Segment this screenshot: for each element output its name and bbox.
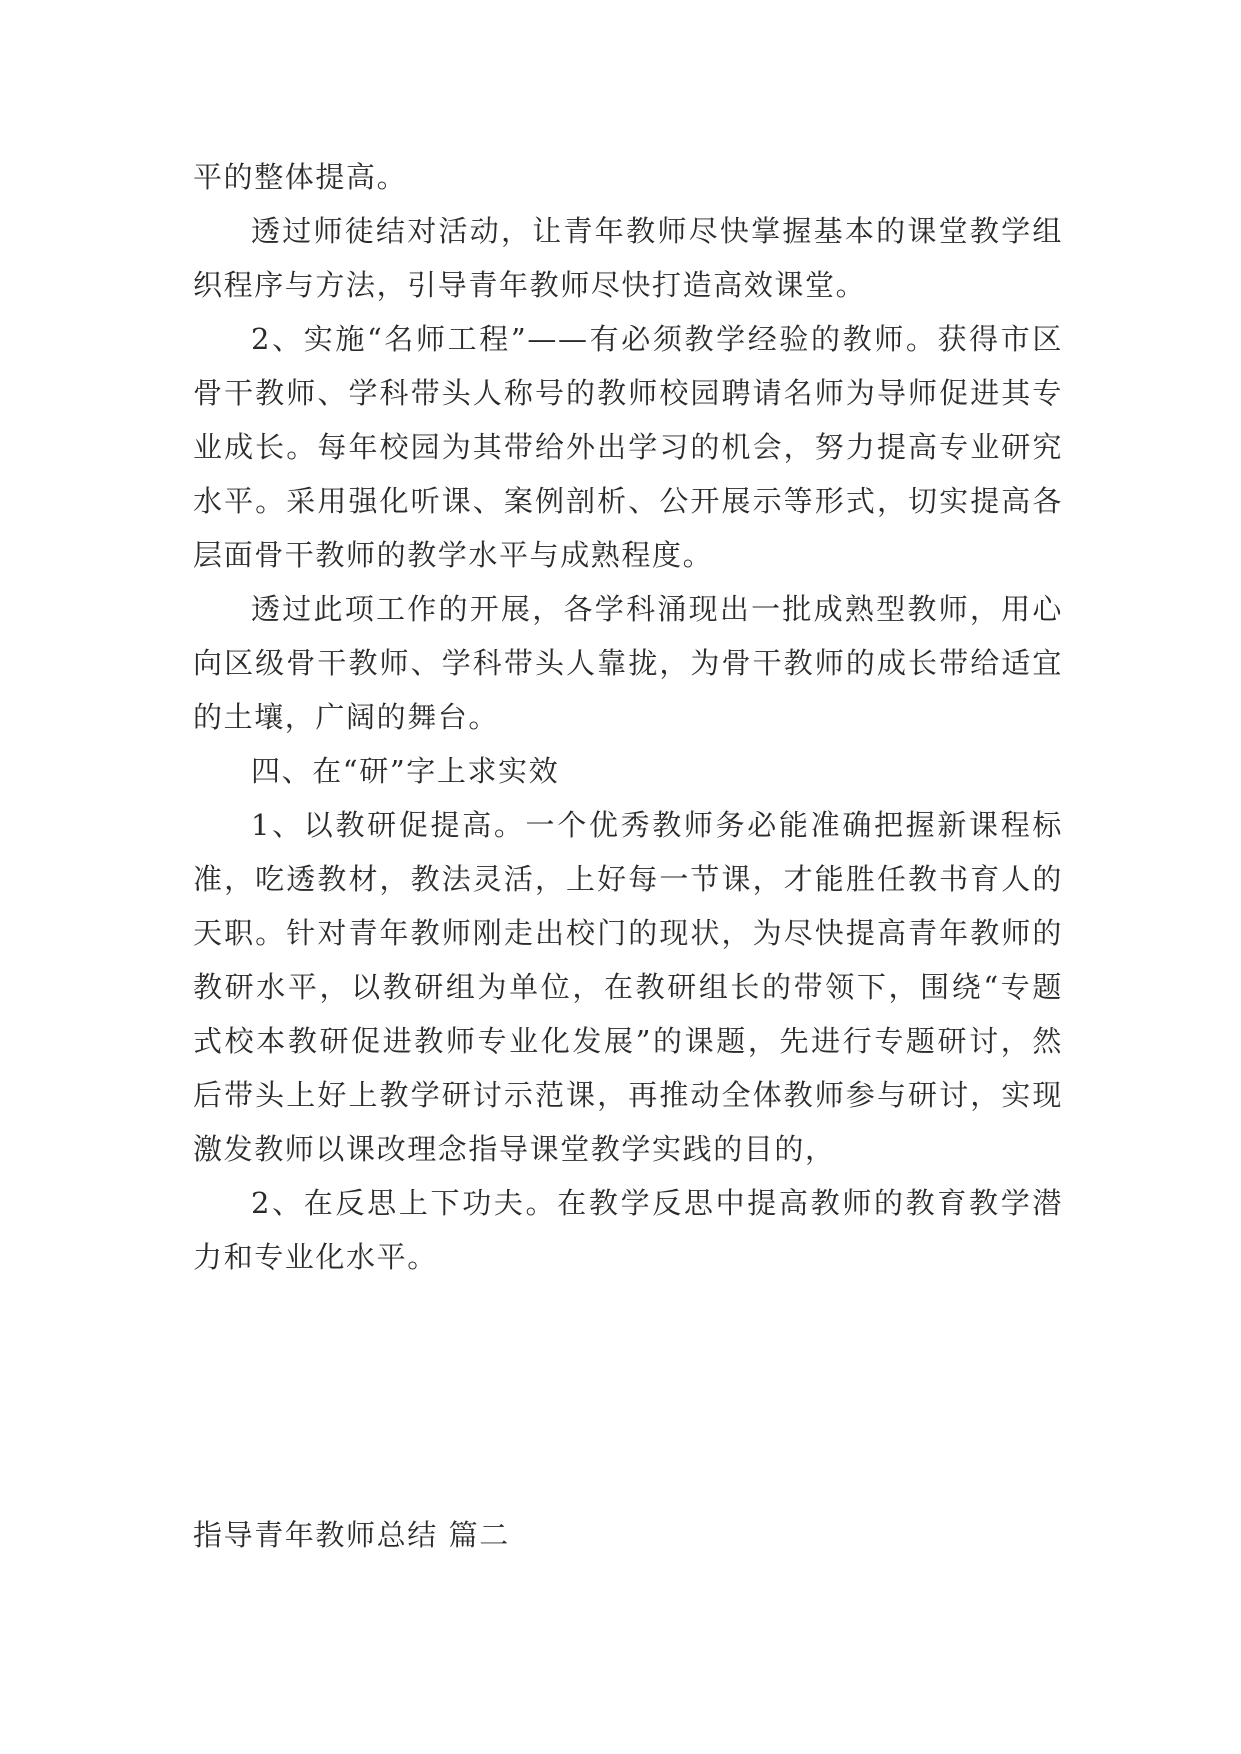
paragraph-outcome: 透过此项工作的开展，各学科涌现出一批成熟型教师，用心向区级骨干教师、学科带头人靠拢，为骨干教师的成长带给适宜的土壤，广阔的舞台。 [193, 592, 1063, 734]
paragraph-reflection: 2、在反思上下功夫。在教学反思中提高教师的教育教学潜力和专业化水平。 [193, 1186, 1063, 1274]
paragraph-research-improvement: 1、以教研促提高。一个优秀教师务必能准确把握新课程标准，吃透教材，教法灵活，上好每一节课，才能胜任教书育人的天职。针对青年教师刚走出校门的现状，为尽快提高青年教师的教研水平，以教研组为单位，在教研组长的带领下，围绕“专题式校本教研促进教师专业化发展”的课题，先进行专题研讨，然后带头上好上教学研讨示范课，再推动全体教师参与研讨，实现激发教师以课改理念指导课堂教学实践的目的， [193, 808, 1063, 1166]
body-text [193, 150, 1063, 1284]
paragraph-famous-teacher-project: 2、实施“名师工程”——有必须教学经验的教师。获得市区骨干教师、学科带头人称号的教师校园聘请名师为导师促进其专业成长。每年校园为其带给外出学习的机会，努力提高专业研究水平。采用强化听课、案例剖析、公开展示等形式，切实提高各层面骨干教师的教学水平与成熟程度。 [193, 322, 1063, 572]
section-heading-research: 四、在“研”字上求实效 [251, 754, 560, 788]
section-title: 指导青年教师总结 篇二 [193, 1518, 510, 1552]
paragraph-mentoring: 透过师徒结对活动，让青年教师尽快掌握基本的课堂教学组织程序与方法，引导青年教师尽快打造高效课堂。 [193, 214, 1063, 302]
paragraph-continuation: 平的整体提高。 [193, 160, 408, 194]
